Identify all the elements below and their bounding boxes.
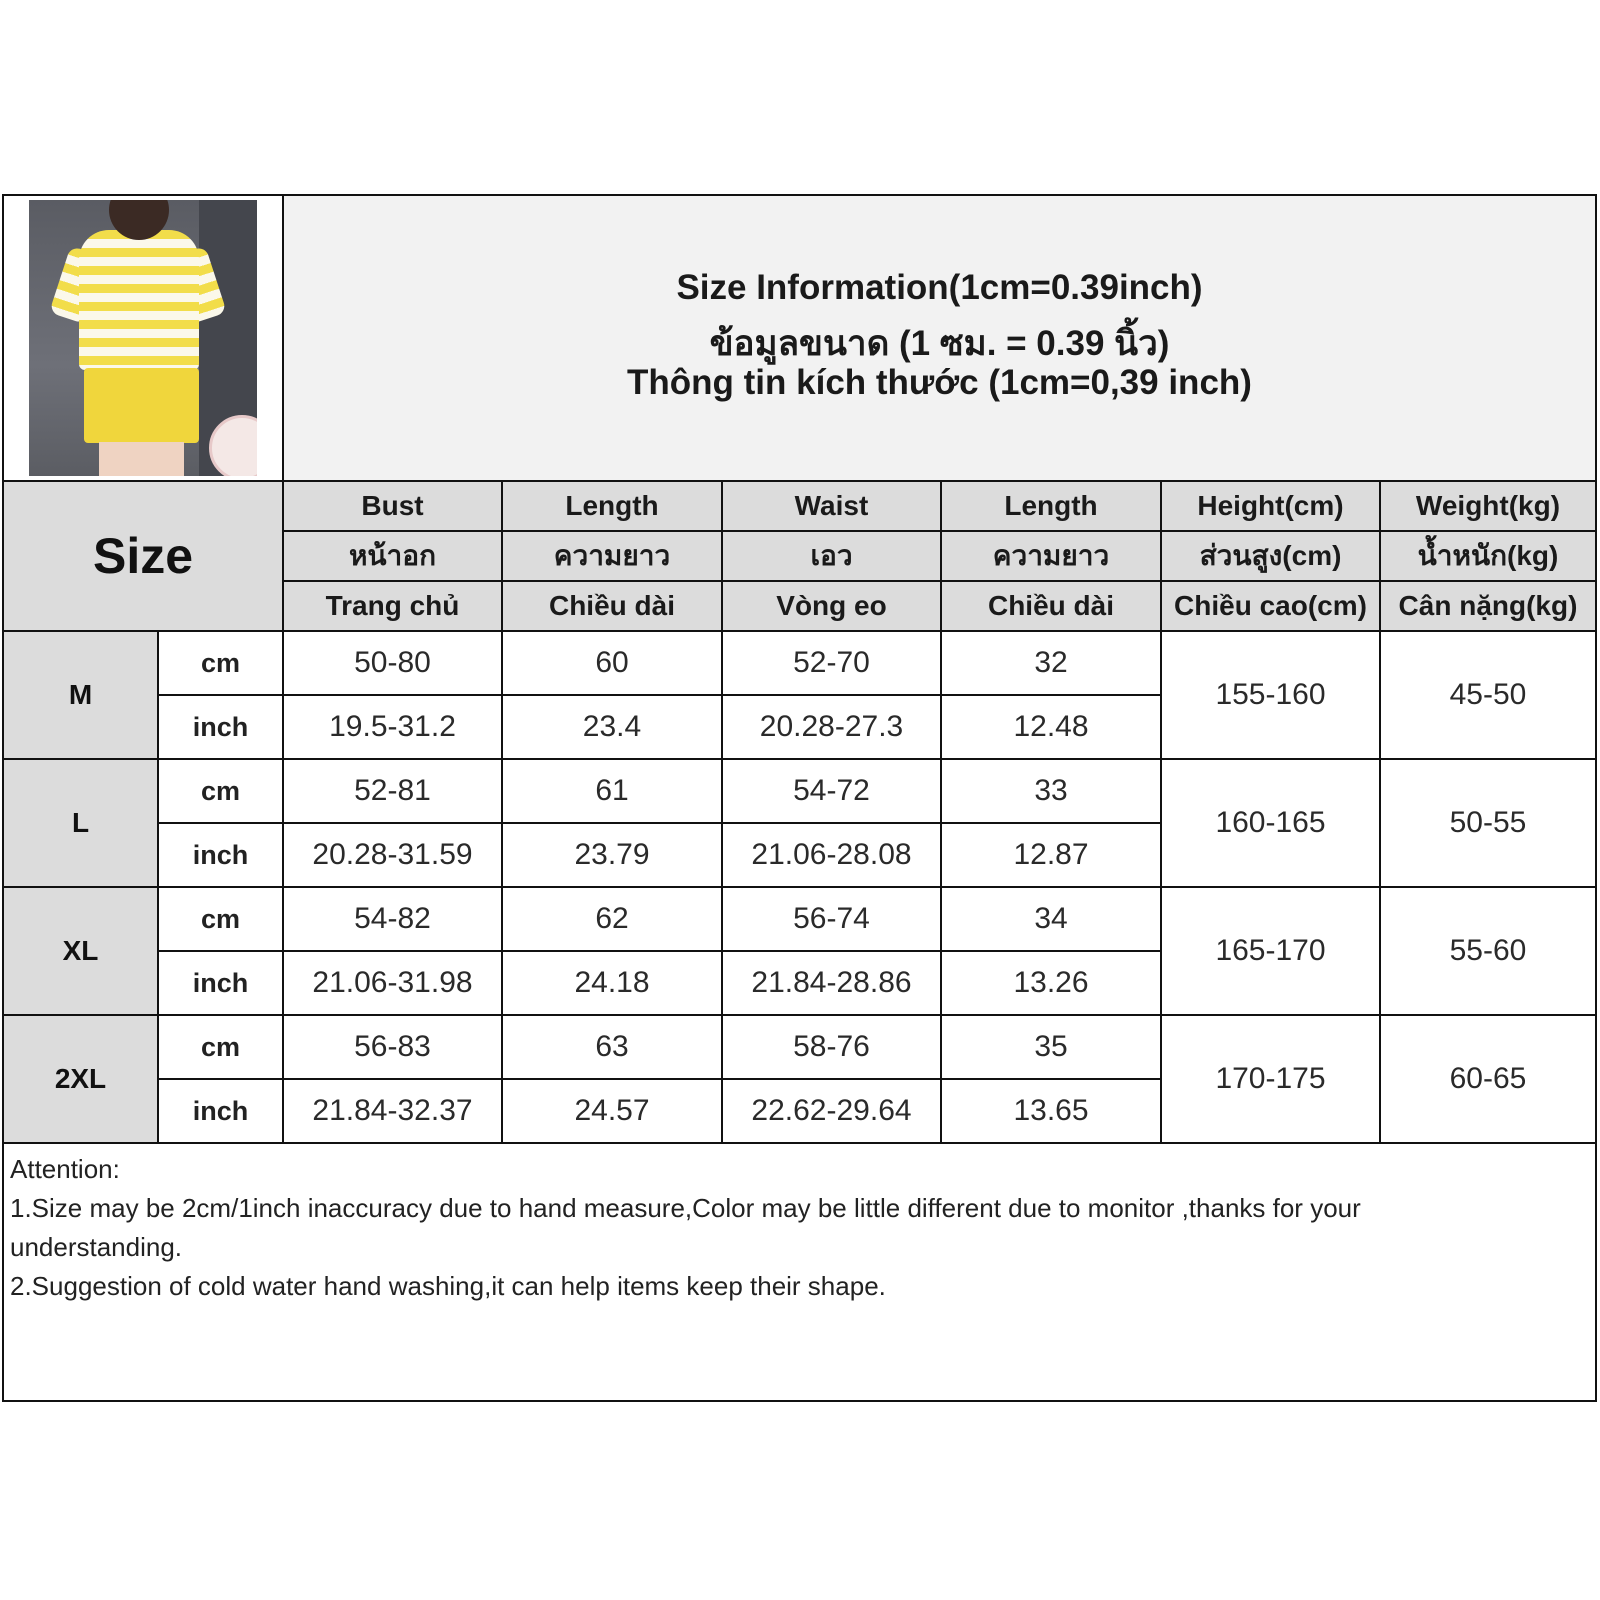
xl-weight: 55-60 [1381,888,1595,1016]
header-length-en: Length [503,482,723,532]
2xl-height: 170-175 [1162,1016,1381,1144]
l-height: 160-165 [1162,760,1381,888]
m-bust-cm: 50-80 [284,632,503,696]
m-length-cm: 60 [503,632,723,696]
l-waist-cm: 54-72 [723,760,942,824]
header-length-th: ความยาว [503,532,723,582]
notes-line-1: 1.Size may be 2cm/1inch inaccuracy due to hand measure,Color may be little different due to monitor ,thanks for your [10,1193,1361,1223]
l-length2-inch: 12.87 [942,824,1162,888]
xl-length-inch: 24.18 [503,952,723,1016]
2xl-length-cm: 63 [503,1016,723,1080]
xl-waist-inch: 21.84-28.86 [723,952,942,1016]
size-header: Size [4,482,284,632]
m-waist-cm: 52-70 [723,632,942,696]
size-label-xl: XL [4,888,159,1016]
2xl-weight: 60-65 [1381,1016,1595,1144]
notes-line-2: 2.Suggestion of cold water hand washing,it can help items keep their shape. [10,1271,886,1301]
unit-inch: inch [159,1080,284,1144]
size-label-2xl: 2XL [4,1016,159,1144]
size-label-l: L [4,760,159,888]
unit-cm: cm [159,632,284,696]
title-english: Size Information(1cm=0.39inch) [676,268,1203,307]
xl-length-cm: 62 [503,888,723,952]
size-chart-frame [2,194,1597,1402]
m-height: 155-160 [1162,632,1381,760]
header-length2-en: Length [942,482,1162,532]
unit-inch: inch [159,824,284,888]
header-weight-th: น้ำหนัก(kg) [1381,532,1595,582]
header-length2-vi: Chiều dài [942,582,1162,632]
2xl-waist-cm: 58-76 [723,1016,942,1080]
xl-waist-cm: 56-74 [723,888,942,952]
header-bust-th: หน้าอก [284,532,503,582]
l-weight: 50-55 [1381,760,1595,888]
header-height-vi: Chiều cao(cm) [1162,582,1381,632]
notes-heading: Attention: [10,1154,120,1184]
xl-length2-inch: 13.26 [942,952,1162,1016]
2xl-length2-inch: 13.65 [942,1080,1162,1144]
notes-line-1-cont: understanding. [10,1232,183,1262]
xl-bust-inch: 21.06-31.98 [284,952,503,1016]
2xl-length2-cm: 35 [942,1016,1162,1080]
header-height-en: Height(cm) [1162,482,1381,532]
title-vietnamese: Thông tin kích thước (1cm=0,39 inch) [627,363,1252,402]
header-bust-vi: Trang chủ [284,582,503,632]
attention-notes [4,1144,1595,1400]
xl-bust-cm: 54-82 [284,888,503,952]
size-label-m: M [4,632,159,760]
2xl-bust-cm: 56-83 [284,1016,503,1080]
2xl-length-inch: 24.57 [503,1080,723,1144]
unit-cm: cm [159,1016,284,1080]
product-photo-cell [4,196,284,482]
header-bust-en: Bust [284,482,503,532]
header-weight-vi: Cân nặng(kg) [1381,582,1595,632]
header-length-vi: Chiều dài [503,582,723,632]
xl-height: 165-170 [1162,888,1381,1016]
header-weight-en: Weight(kg) [1381,482,1595,532]
unit-inch: inch [159,696,284,760]
m-length2-inch: 12.48 [942,696,1162,760]
header-waist-th: เอว [723,532,942,582]
l-length-cm: 61 [503,760,723,824]
xl-length2-cm: 34 [942,888,1162,952]
unit-inch: inch [159,952,284,1016]
unit-cm: cm [159,888,284,952]
header-waist-en: Waist [723,482,942,532]
m-length-inch: 23.4 [503,696,723,760]
header-waist-vi: Vòng eo [723,582,942,632]
unit-cm: cm [159,760,284,824]
header-height-th: ส่วนสูง(cm) [1162,532,1381,582]
title-thai: ข้อมูลขนาด (1 ซม. = 0.39 นิ้ว) [709,324,1170,363]
header-length2-th: ความยาว [942,532,1162,582]
product-photo [29,200,257,476]
l-bust-cm: 52-81 [284,760,503,824]
l-length2-cm: 33 [942,760,1162,824]
2xl-bust-inch: 21.84-32.37 [284,1080,503,1144]
l-length-inch: 23.79 [503,824,723,888]
m-waist-inch: 20.28-27.3 [723,696,942,760]
2xl-waist-inch: 22.62-29.64 [723,1080,942,1144]
l-waist-inch: 21.06-28.08 [723,824,942,888]
title-cell [284,196,1595,482]
l-bust-inch: 20.28-31.59 [284,824,503,888]
m-weight: 45-50 [1381,632,1595,760]
m-length2-cm: 32 [942,632,1162,696]
m-bust-inch: 19.5-31.2 [284,696,503,760]
